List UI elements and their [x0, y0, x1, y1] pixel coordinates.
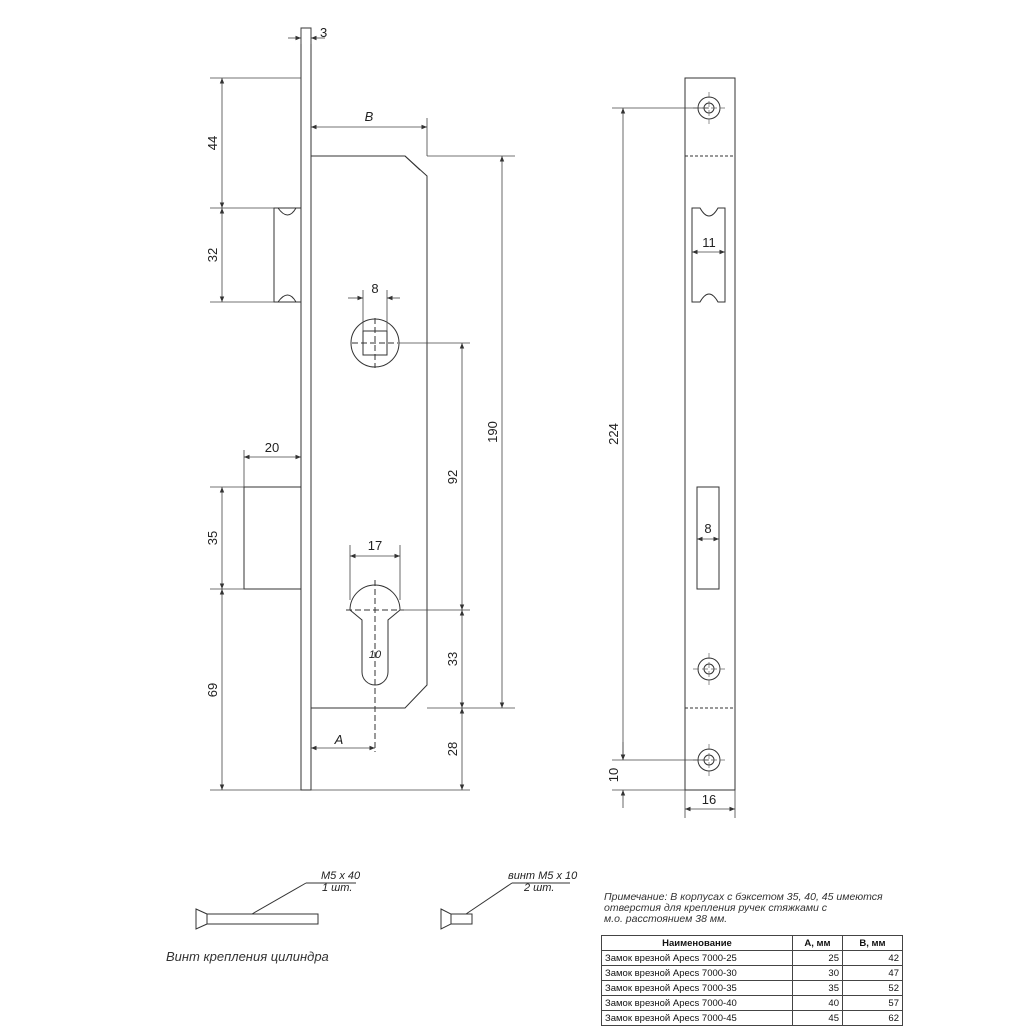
deadbolt-outline: [244, 487, 301, 589]
left-dimension-labels: [205, 25, 500, 756]
faceplate-edge: [301, 28, 311, 790]
cylinder-screw-caption: Винт крепления цилиндра: [166, 949, 329, 964]
row-a: 45: [793, 1011, 843, 1026]
row-a: 30: [793, 966, 843, 981]
row-name: Замок врезной Apecs 7000-25: [602, 951, 793, 966]
table-row: [602, 996, 903, 1011]
row-a: 25: [793, 951, 843, 966]
row-b: 52: [843, 981, 903, 996]
table-row: [602, 951, 903, 966]
dim-10: 10: [606, 767, 621, 783]
dim-32: 32: [205, 247, 220, 263]
dim-17: 17: [367, 538, 383, 553]
dim-11: 11: [702, 235, 716, 250]
row-a: 40: [793, 996, 843, 1011]
dim-224: 224: [606, 423, 621, 445]
dim-b: B: [364, 109, 374, 124]
dim-33: 33: [445, 651, 460, 667]
dim-69: 69: [205, 682, 220, 698]
dim-20: 20: [264, 440, 280, 455]
dim-10-slot: 10: [368, 649, 382, 661]
table-row: [602, 966, 903, 981]
note-line-3: м.о. расстоянием 38 мм.: [604, 913, 728, 925]
table-row: [602, 1011, 903, 1026]
dim-8-slot: 8: [704, 521, 712, 536]
dim-44: 44: [205, 135, 220, 151]
bolt-slot: [697, 487, 719, 589]
row-b: 62: [843, 1011, 903, 1026]
row-b: 42: [843, 951, 903, 966]
lock-body-outline: [311, 156, 427, 708]
faceplate-front-view: [685, 78, 735, 790]
faceplate-centerlines: [693, 92, 725, 776]
row-name: Замок врезной Apecs 7000-30: [602, 966, 793, 981]
right-dimension-lines: [612, 108, 735, 818]
dim-8-spindle: 8: [371, 281, 379, 296]
latch-outline: [274, 208, 301, 302]
small-screw-qty: 2 шт.: [524, 882, 555, 894]
note-line-2: отверстия для крепления ручек стяжками с: [604, 902, 828, 914]
note-text: [604, 892, 904, 925]
note-line-1: Примечание: В корпусах с бэксетом 35, 40, 45 имеются: [604, 891, 883, 903]
small-screw-spec: винт M5 x 10: [508, 870, 578, 882]
faceplate-outline: [685, 78, 735, 790]
row-name: Замок врезной Apecs 7000-40: [602, 996, 793, 1011]
row-name: Замок врезной Apecs 7000-45: [602, 1011, 793, 1026]
dim-3: 3: [320, 25, 328, 40]
row-name: Замок врезной Apecs 7000-35: [602, 981, 793, 996]
row-b: 57: [843, 996, 903, 1011]
dim-a: A: [334, 732, 344, 747]
dim-190: 190: [485, 421, 500, 443]
latch-slot: [692, 208, 725, 302]
header-b: В, мм: [843, 936, 903, 951]
right-dimension-labels: [606, 235, 716, 807]
lock-side-view: [244, 28, 427, 790]
table-row: [602, 981, 903, 996]
header-a: А, мм: [793, 936, 843, 951]
dim-16: 16: [701, 792, 717, 807]
cylinder-screw-spec: M5 x 40: [321, 870, 361, 882]
table-header-row: [602, 936, 903, 951]
dim-28: 28: [445, 741, 460, 757]
dim-35: 35: [205, 530, 220, 546]
cylinder-screw-qty: 1 шт.: [322, 882, 353, 894]
row-a: 35: [793, 981, 843, 996]
model-spec-table: [601, 935, 903, 1026]
header-name: Наименование: [602, 936, 793, 951]
row-b: 47: [843, 966, 903, 981]
dim-92: 92: [445, 469, 460, 485]
